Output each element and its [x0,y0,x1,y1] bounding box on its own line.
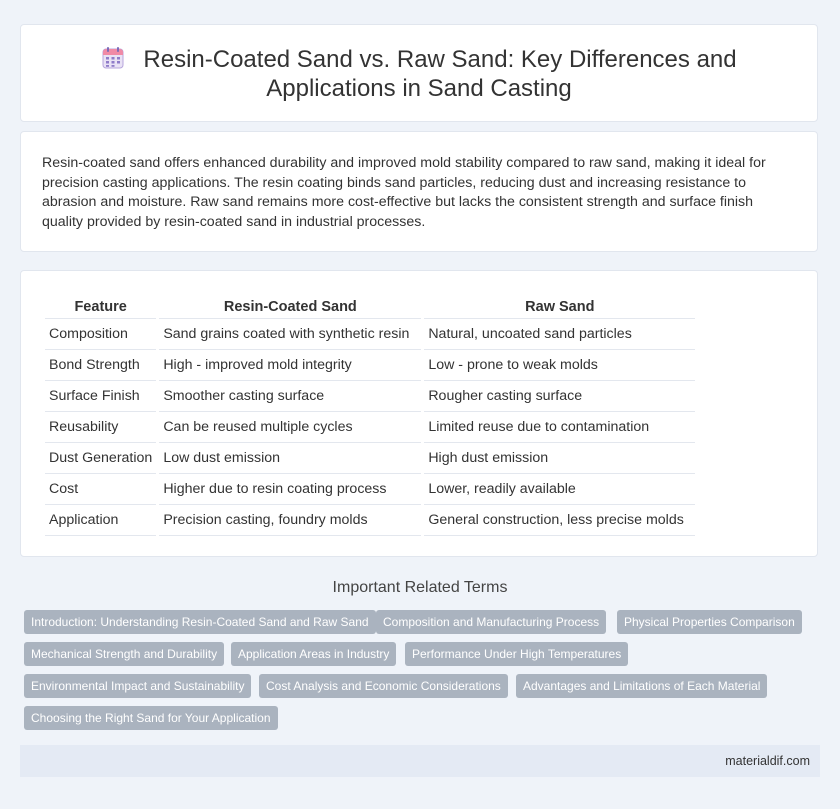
page-title [21,45,817,103]
related-terms-heading: Important Related Terms [332,579,508,596]
raw-cell: General construction, less precise molds [424,505,695,536]
title-line-1: Resin-Coated Sand vs. Raw Sand: Key Differences and [143,46,737,73]
related-term-tag[interactable]: Physical Properties Comparison [617,610,802,634]
resin-cell: Smoother casting surface [159,381,421,412]
raw-cell: Low - prone to weak molds [424,350,695,381]
table-row [45,443,695,474]
related-term-tag[interactable]: Environmental Impact and Sustainability [24,674,251,698]
title-card [20,24,818,122]
resin-cell: Low dust emission [159,443,421,474]
table-row [45,474,695,505]
related-term-tag[interactable]: Advantages and Limitations of Each Material [516,674,767,698]
footer [20,745,820,777]
resin-cell: Precision casting, foundry molds [159,505,421,536]
related-term-tag[interactable]: Composition and Manufacturing Process [376,610,606,634]
resin-cell: Higher due to resin coating process [159,474,421,505]
calendar-icon [101,46,125,70]
header-resin-coated-sand: Resin-Coated Sand [159,295,421,319]
feature-cell: Composition [45,319,156,350]
resin-cell: Can be reused multiple cycles [159,412,421,443]
related-term-tag[interactable]: Cost Analysis and Economic Considerations [259,674,508,698]
title-line-2: Applications in Sand Casting [266,75,572,102]
raw-cell: Rougher casting surface [424,381,695,412]
table-row [45,350,695,381]
feature-cell: Reusability [45,412,156,443]
related-term-tag[interactable]: Choosing the Right Sand for Your Application [24,706,278,730]
feature-cell: Bond Strength [45,350,156,381]
raw-cell: Natural, uncoated sand particles [424,319,695,350]
feature-cell: Application [45,505,156,536]
feature-cell: Dust Generation [45,443,156,474]
related-term-tag[interactable]: Application Areas in Industry [231,642,396,666]
comparison-card [20,270,818,557]
table-row [45,381,695,412]
header-feature: Feature [45,295,156,319]
intro-card [20,131,818,252]
feature-cell: Cost [45,474,156,505]
resin-cell: High - improved mold integrity [159,350,421,381]
table-row [45,505,695,536]
raw-cell: Limited reuse due to contamination [424,412,695,443]
intro-paragraph: Resin-coated sand offers enhanced durability and improved mold stability compared to raw sand, making it ideal for precision casting applications. The resin coating binds sand particles, reducing dust and increasing resistance to abrasion and moisture. Raw sand remains more cost-effective but lacks the consistent strength and surface finish quality provided by resin-coated sand in industrial processes. [42,155,766,230]
related-term-tag[interactable]: Introduction: Understanding Resin-Coated Sand and Raw Sand [24,610,376,634]
raw-cell: High dust emission [424,443,695,474]
feature-cell: Surface Finish [45,381,156,412]
related-term-tag[interactable]: Mechanical Strength and Durability [24,642,224,666]
table-row [45,412,695,443]
header-raw-sand: Raw Sand [424,295,695,319]
related-term-tag[interactable]: Performance Under High Temperatures [405,642,628,666]
table-row [45,319,695,350]
table-header-row [45,295,695,319]
resin-cell: Sand grains coated with synthetic resin [159,319,421,350]
footer-site-link[interactable]: materialdif.com [725,754,810,768]
raw-cell: Lower, readily available [424,474,695,505]
comparison-table [42,295,698,536]
